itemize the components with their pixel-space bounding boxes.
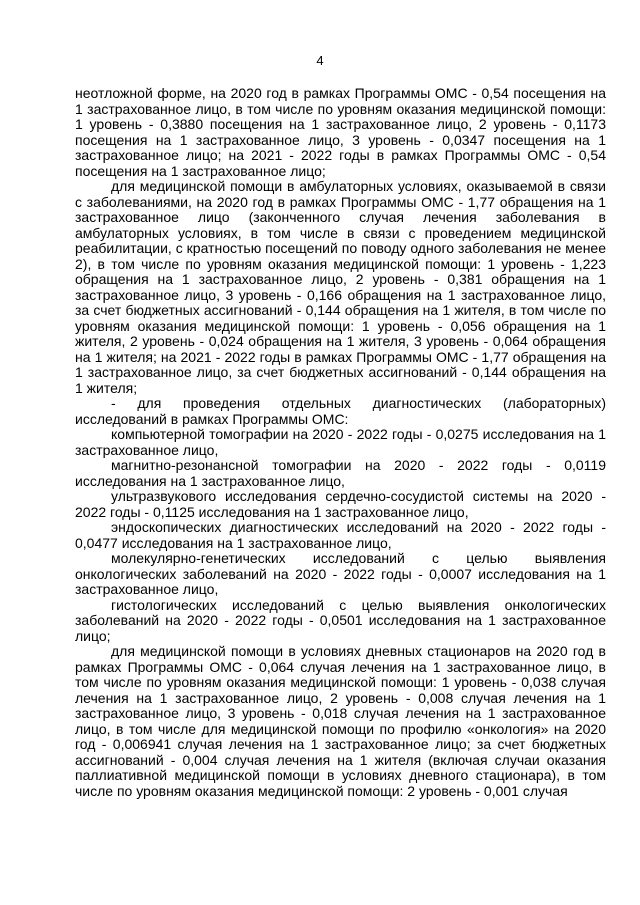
paragraph: эндоскопических диагностических исследований на 2020 - 2022 годы - 0,0477 исследования на 1 застрахованное лицо,	[75, 519, 606, 551]
document-body	[75, 86, 606, 799]
paragraph: гистологических исследований с целью выявления онкологических заболеваний на 2020 - 2022 годы - 0,0501 исследования на 1 застрахованное лицо;	[75, 596, 606, 644]
paragraph: - для проведения отдельных диагностических (лабораторных) исследований в рамках Программы ОМС:	[75, 395, 606, 427]
paragraph: молекулярно-генетических исследований с целью выявления онкологических заболеваний на 2020 - 2022 годы - 0,0007 исследования на 1 застрахованное лицо,	[75, 550, 606, 597]
paragraph: компьютерной томографии на 2020 - 2022 годы - 0,0275 исследования на 1 застрахованное лицо,	[75, 426, 606, 458]
paragraph: магнитно-резонансной томографии на 2020 - 2022 годы - 0,0119 исследования на 1 застрахованное лицо,	[75, 457, 606, 489]
paragraph: неотложной форме, на 2020 год в рамках Программы ОМС - 0,54 посещения на 1 застрахованное лицо, в том числе по уровням оказания медицинской помощи: 1 уровень - 0,3880 посещения на 1 застрахованное лицо, 2 уровень - 0,1173 посещения на 1 застрахованное лицо, 3 уровень - 0,0347 посещения на 1 застрахованное лицо; на 2021 - 2022 годы в рамках Программы ОМС - 0,54 посещения на 1 застрахованное лицо;	[75, 85, 606, 179]
paragraph: ультразвукового исследования сердечно-сосудистой системы на 2020 - 2022 годы - 0,1125 исследования на 1 застрахованное лицо,	[75, 488, 606, 520]
paragraph: для медицинской помощи в условиях дневных стационаров на 2020 год в рамках Программы ОМС - 0,064 случая лечения на 1 застрахованное лицо, в том числе по уровням оказания медицинской помощи: 1 уровень - 0,038 случая лечения на 1 застрахованное лицо, 2 уровень - 0,008 случая лечения на 1 застрахованное лицо, 3 уровень - 0,018 случая лечения на 1 застрахованное лицо, в том числе для медицинской помощи по профилю «онкология» на 2020 год - 0,006941 случая лечения на 1 застрахованное лицо; за счет бюджетных ассигнований - 0,004 случая лечения на 1 жителя (включая случаи оказания паллиативной медицинской помощи в условиях дневного стационара), в том числе по уровням оказания медицинской помощи: 2 уровень - 0,001 случая	[75, 643, 606, 799]
page-number: 4	[316, 53, 324, 68]
paragraph: для медицинской помощи в амбулаторных условиях, оказываемой в связи с заболеваниями, на 2020 год в рамках Программы ОМС - 1,77 обращения на 1 застрахованное лицо (законченного случая лечения заболевания в амбулаторных условиях, в том числе в связи с проведением медицинской реабилитации, с кратностью посещений по поводу одного заболевания не менее 2), в том числе по уровням оказания медицинской помощи: 1 уровень - 1,223 обращения на 1 застрахованное лицо, 2 уровень - 0,381 обращения на 1 застрахованное лицо, 3 уровень - 0,166 обращения на 1 застрахованное лицо, за счет бюджетных ассигнований - 0,144 обращения на 1 жителя, в том числе по уровням оказания медицинской помощи: 1 уровень - 0,056 обращения на 1 жителя, 2 уровень - 0,024 обращения на 1 жителя, 3 уровень - 0,064 обращения на 1 жителя; на 2021 - 2022 годы в рамках Программы ОМС - 1,77 обращения на 1 застрахованное лицо, за счет бюджетных ассигнований - 0,144 обращения на 1 жителя;	[75, 178, 606, 396]
